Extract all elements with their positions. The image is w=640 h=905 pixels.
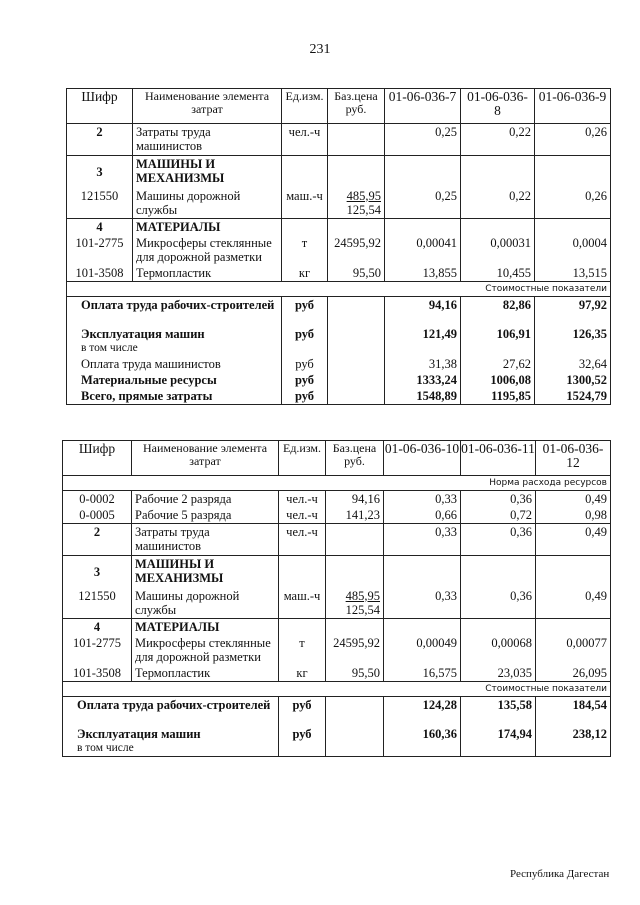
row-value: 13,855 <box>385 265 461 282</box>
page-number: 231 <box>309 42 331 57</box>
row-value: 0,00077 <box>536 635 611 665</box>
cost-unit: руб <box>279 726 326 757</box>
row-name: Затраты труда машинистов <box>133 124 282 156</box>
row-value: 0,36 <box>461 588 536 619</box>
resource-table-2 <box>62 440 611 757</box>
price-bottom: 125,54 <box>346 202 381 217</box>
section-title: МАТЕРИАЛЫ <box>132 618 279 635</box>
row-value: 16,575 <box>384 665 461 682</box>
cost-row <box>67 388 611 405</box>
section-row-materials <box>67 218 611 235</box>
cost-value: 82,86 <box>461 296 535 326</box>
cost-value: 174,94 <box>461 726 536 757</box>
cost-value: 135,58 <box>461 696 536 726</box>
row-code: 4 <box>63 618 132 635</box>
row-value: 10,455 <box>461 265 535 282</box>
table-row <box>67 265 611 282</box>
cost-label-main: Эксплуатация машин <box>77 727 201 741</box>
cost-row <box>67 356 611 372</box>
footer-region: Республика Дагестан <box>510 868 610 880</box>
cost-value: 97,92 <box>535 296 611 326</box>
row-value: 0,49 <box>536 588 611 619</box>
cost-label: Оплата труда рабочих-строителей <box>67 296 282 326</box>
cost-unit: руб <box>282 356 328 372</box>
cost-value: 1006,08 <box>461 372 535 388</box>
section-label-row <box>63 681 611 696</box>
header-unit: Ед.изм. <box>282 89 328 124</box>
cost-row <box>63 696 611 726</box>
cost-row <box>67 296 611 326</box>
row-unit: чел.-ч <box>282 124 328 156</box>
row-value: 0,98 <box>536 507 611 524</box>
row-value: 0,66 <box>384 507 461 524</box>
row-unit: кг <box>282 265 328 282</box>
cost-value: 32,64 <box>535 356 611 372</box>
row-price: 24595,92 <box>328 235 385 265</box>
resource-table-1 <box>66 88 611 405</box>
row-name: Машины дорожной службы <box>133 188 282 219</box>
row-value: 0,26 <box>535 124 611 156</box>
row-value: 0,26 <box>535 188 611 219</box>
row-value: 23,035 <box>461 665 536 682</box>
norm-section-label: Норма расхода ресурсов <box>63 476 611 491</box>
cost-value: 160,36 <box>384 726 461 757</box>
row-unit: маш.-ч <box>279 588 326 619</box>
header-code: Шифр <box>67 89 133 124</box>
cost-value: 1300,52 <box>535 372 611 388</box>
row-name: Микросферы стеклянные для дорожной разметки <box>132 635 279 665</box>
row-price: 95,50 <box>326 665 384 682</box>
row-price <box>326 524 384 556</box>
row-code: 0-0005 <box>63 507 132 524</box>
row-code: 2 <box>67 124 133 156</box>
row-value: 0,00049 <box>384 635 461 665</box>
section-row-machines <box>67 156 611 188</box>
table-header-row <box>63 441 611 476</box>
table-row <box>63 588 611 619</box>
row-code: 121550 <box>63 588 132 619</box>
header-col-2: 01-06-036-11 <box>461 441 536 476</box>
row-value: 13,515 <box>535 265 611 282</box>
row-name: Рабочие 2 разряда <box>132 491 279 508</box>
table-row <box>67 188 611 219</box>
cost-unit: руб <box>282 296 328 326</box>
header-col-3: 01-06-036-9 <box>535 89 611 124</box>
cost-label-main: Эксплуатация машин <box>81 327 205 341</box>
row-code: 101-2775 <box>67 235 133 265</box>
row-price <box>328 124 385 156</box>
row-value: 0,00031 <box>461 235 535 265</box>
row-name: Микросферы стеклянные для дорожной разметки <box>133 235 282 265</box>
row-value: 0,25 <box>385 124 461 156</box>
row-price: 141,23 <box>326 507 384 524</box>
cost-unit: руб <box>282 388 328 405</box>
cost-value: 126,35 <box>535 326 611 356</box>
table-row <box>63 524 611 556</box>
cost-section-label: Стоимостные показатели <box>67 281 611 296</box>
row-value: 26,095 <box>536 665 611 682</box>
row-code: 3 <box>67 156 133 188</box>
row-unit: чел.-ч <box>279 507 326 524</box>
row-unit: т <box>279 635 326 665</box>
table-row <box>67 235 611 265</box>
table-row <box>63 491 611 508</box>
cost-value: 1548,89 <box>385 388 461 405</box>
section-row-machines <box>63 556 611 588</box>
header-price: Баз.цена руб. <box>326 441 384 476</box>
price-top: 485,95 <box>345 588 380 603</box>
cost-row <box>67 372 611 388</box>
row-code: 101-3508 <box>67 265 133 282</box>
row-code: 3 <box>63 556 132 588</box>
cost-unit: руб <box>282 326 328 356</box>
row-value: 0,00068 <box>461 635 536 665</box>
cost-value: 184,54 <box>536 696 611 726</box>
row-value: 0,49 <box>536 524 611 556</box>
row-value: 0,00041 <box>385 235 461 265</box>
row-unit: кг <box>279 665 326 682</box>
table-row <box>63 507 611 524</box>
section-title: МАШИНЫ И МЕХАНИЗМЫ <box>133 156 282 188</box>
row-price: 95,50 <box>328 265 385 282</box>
header-code: Шифр <box>63 441 132 476</box>
cost-value: 124,28 <box>384 696 461 726</box>
price-top: 485,95 <box>346 188 381 203</box>
section-title: МАТЕРИАЛЫ <box>133 218 282 235</box>
cost-sublabel: в том числе <box>77 742 134 754</box>
cost-sublabel: в том числе <box>81 342 138 354</box>
row-name: Термопластик <box>132 665 279 682</box>
section-row-materials <box>63 618 611 635</box>
row-value: 0,36 <box>461 491 536 508</box>
table-header-row <box>67 89 611 124</box>
row-code: 2 <box>63 524 132 556</box>
cost-section-label: Стоимостные показатели <box>63 681 611 696</box>
header-col-1: 01-06-036-10 <box>384 441 461 476</box>
header-col-2: 01-06-036-8 <box>461 89 535 124</box>
cost-label: Оплата труда рабочих-строителей <box>63 696 279 726</box>
cost-value: 31,38 <box>385 356 461 372</box>
row-name: Рабочие 5 разряда <box>132 507 279 524</box>
row-code: 0-0002 <box>63 491 132 508</box>
row-price <box>326 588 384 619</box>
cost-label <box>67 326 282 356</box>
row-value: 0,33 <box>384 524 461 556</box>
row-value: 0,36 <box>461 524 536 556</box>
cost-value: 238,12 <box>536 726 611 757</box>
header-unit: Ед.изм. <box>279 441 326 476</box>
header-name: Наименование элемента затрат <box>133 89 282 124</box>
row-unit: т <box>282 235 328 265</box>
row-code: 101-2775 <box>63 635 132 665</box>
row-code: 101-3508 <box>63 665 132 682</box>
row-name: Термопластик <box>133 265 282 282</box>
row-unit: чел.-ч <box>279 524 326 556</box>
row-code: 4 <box>67 218 133 235</box>
row-name: Затраты труда машинистов <box>132 524 279 556</box>
row-value: 0,33 <box>384 588 461 619</box>
cost-label: Оплата труда машинистов <box>67 356 282 372</box>
cost-value: 121,49 <box>385 326 461 356</box>
row-price: 94,16 <box>326 491 384 508</box>
header-price: Баз.цена руб. <box>328 89 385 124</box>
cost-label: Материальные ресурсы <box>67 372 282 388</box>
cost-value: 1333,24 <box>385 372 461 388</box>
cost-row <box>63 726 611 757</box>
row-unit: маш.-ч <box>282 188 328 219</box>
row-name: Машины дорожной службы <box>132 588 279 619</box>
cost-value: 27,62 <box>461 356 535 372</box>
row-value: 0,22 <box>461 124 535 156</box>
cost-label: Всего, прямые затраты <box>67 388 282 405</box>
cost-value: 106,91 <box>461 326 535 356</box>
section-label-row <box>63 476 611 491</box>
row-code: 121550 <box>67 188 133 219</box>
row-value: 0,22 <box>461 188 535 219</box>
header-col-3: 01-06-036-12 <box>536 441 611 476</box>
cost-value: 1524,79 <box>535 388 611 405</box>
row-value: 0,49 <box>536 491 611 508</box>
row-value: 0,25 <box>385 188 461 219</box>
row-value: 0,33 <box>384 491 461 508</box>
cost-label <box>63 726 279 757</box>
row-unit: чел.-ч <box>279 491 326 508</box>
table-row <box>63 665 611 682</box>
table-row <box>63 635 611 665</box>
row-price <box>328 188 385 219</box>
price-bottom: 125,54 <box>345 602 380 617</box>
cost-unit: руб <box>279 696 326 726</box>
cost-value: 1195,85 <box>461 388 535 405</box>
header-col-1: 01-06-036-7 <box>385 89 461 124</box>
row-value: 0,0004 <box>535 235 611 265</box>
row-price: 24595,92 <box>326 635 384 665</box>
section-title: МАШИНЫ И МЕХАНИЗМЫ <box>132 556 279 588</box>
section-label-row <box>67 281 611 296</box>
cost-value: 94,16 <box>385 296 461 326</box>
cost-unit: руб <box>282 372 328 388</box>
cost-row <box>67 326 611 356</box>
table-row <box>67 124 611 156</box>
header-name: Наименование элемента затрат <box>132 441 279 476</box>
row-value: 0,72 <box>461 507 536 524</box>
